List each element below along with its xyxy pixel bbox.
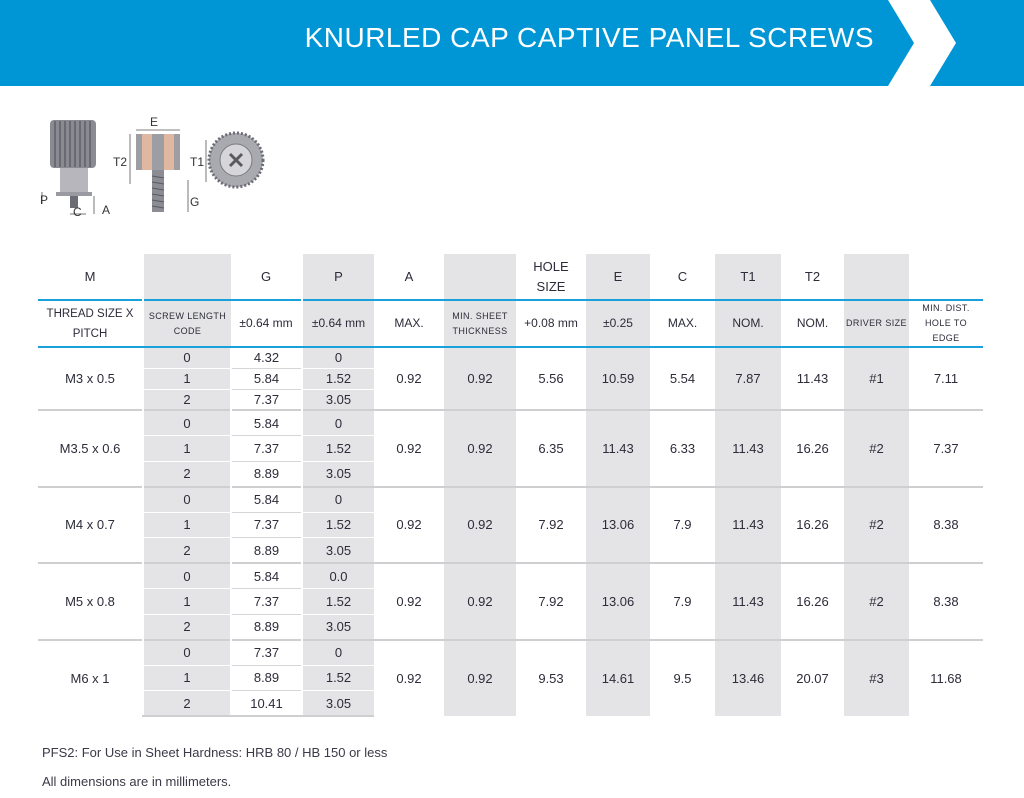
e-cell: 13.06 [586, 563, 650, 640]
g-value-cell: 7.37 [231, 589, 302, 615]
length-code-cell: 0 [143, 563, 231, 589]
length-code-cell: 2 [143, 389, 231, 410]
thread-size-cell: M3 x 0.5 [38, 347, 143, 410]
page-title: KNURLED CAP CAPTIVE PANEL SCREWS [304, 22, 874, 53]
hdr-top [143, 254, 231, 300]
e-cell: 11.43 [586, 410, 650, 487]
g-value-cell: 8.89 [231, 614, 302, 640]
driver-cell: #3 [844, 640, 909, 717]
a-cell: 0.92 [374, 563, 444, 640]
p-value-cell: 1.52 [302, 436, 374, 462]
g-value-cell: 5.84 [231, 563, 302, 589]
edge-cell: 8.38 [909, 563, 983, 640]
hdr-top: M [84, 269, 96, 284]
g-value-cell: 5.84 [231, 368, 302, 389]
length-code-cell: 1 [143, 665, 231, 691]
edge-cell: 11.68 [909, 640, 983, 717]
label-t1: T1 [190, 155, 205, 169]
g-value-cell: 8.89 [231, 538, 302, 564]
hdr-top [444, 254, 516, 300]
hdr-sub: +0.08 mm [516, 300, 586, 347]
length-code-cell: 1 [143, 368, 231, 389]
hdr-sub: ±0.64 mm [231, 300, 302, 347]
t1-cell: 11.43 [715, 563, 781, 640]
e-cell: 14.61 [586, 640, 650, 717]
driver-cell: #2 [844, 487, 909, 564]
label-t2: T2 [113, 155, 128, 169]
p-value-cell: 1.52 [302, 512, 374, 538]
min-sheet-cell: 0.92 [444, 487, 516, 564]
a-cell: 0.92 [374, 410, 444, 487]
hole-cell: 6.35 [516, 410, 586, 487]
p-value-cell: 3.05 [302, 461, 374, 487]
length-code-cell: 1 [143, 589, 231, 615]
p-value-cell: 3.05 [302, 614, 374, 640]
hdr-top: HOLE SIZE [533, 258, 569, 294]
p-value-cell: 0 [302, 640, 374, 666]
table-row [38, 410, 983, 436]
spec-table [38, 254, 983, 717]
t1-cell: 11.43 [715, 487, 781, 564]
p-value-cell: 0 [302, 347, 374, 368]
edge-cell: 7.11 [909, 347, 983, 410]
t1-cell: 13.46 [715, 640, 781, 717]
length-code-cell: 2 [143, 538, 231, 564]
screw-section-view-icon [130, 130, 188, 212]
screw-diagram [36, 112, 276, 222]
hdr-top: E [586, 254, 650, 300]
hdr-sub: MAX. [650, 300, 715, 347]
g-value-cell: 5.84 [231, 487, 302, 513]
length-code-cell: 1 [143, 512, 231, 538]
c-cell: 5.54 [650, 347, 715, 410]
edge-cell: 8.38 [909, 487, 983, 564]
length-code-cell: 2 [143, 461, 231, 487]
t2-cell: 20.07 [781, 640, 844, 717]
hdr-sub: NOM. [715, 300, 781, 347]
c-cell: 9.5 [650, 640, 715, 717]
table-row [38, 563, 983, 589]
thread-size-cell: M4 x 0.7 [38, 487, 143, 564]
hdr-top: T2 [804, 269, 821, 284]
driver-cell: #1 [844, 347, 909, 410]
a-cell: 0.92 [374, 487, 444, 564]
hdr-top: G [260, 269, 272, 284]
hole-cell: 7.92 [516, 563, 586, 640]
g-value-cell: 7.37 [231, 640, 302, 666]
hole-cell: 9.53 [516, 640, 586, 717]
g-value-cell: 7.37 [231, 389, 302, 410]
length-code-cell: 0 [143, 640, 231, 666]
p-value-cell: 3.05 [302, 389, 374, 410]
thread-size-cell: M3.5 x 0.6 [38, 410, 143, 487]
t2-cell: 16.26 [781, 410, 844, 487]
hdr-top: C [677, 269, 688, 284]
footnote-hardness: PFS2: For Use in Sheet Hardness: HRB 80 / HB 150 or less [42, 745, 388, 760]
g-value-cell: 5.84 [231, 410, 302, 436]
title-banner [0, 0, 1024, 86]
hdr-top [844, 254, 909, 300]
p-value-cell: 3.05 [302, 691, 374, 717]
footnote-units: All dimensions are in millimeters. [42, 774, 232, 789]
hole-cell: 7.92 [516, 487, 586, 564]
a-cell: 0.92 [374, 347, 444, 410]
screw-top-view-icon [206, 133, 263, 187]
a-cell: 0.92 [374, 640, 444, 717]
min-sheet-cell: 0.92 [444, 347, 516, 410]
p-value-cell: 0.0 [302, 563, 374, 589]
min-sheet-cell: 0.92 [444, 640, 516, 717]
hdr-top: A [404, 269, 414, 284]
driver-cell: #2 [844, 563, 909, 640]
length-code-cell: 2 [143, 691, 231, 717]
g-value-cell: 7.37 [231, 436, 302, 462]
table-row [38, 347, 983, 368]
t1-cell: 7.87 [715, 347, 781, 410]
table-row [38, 487, 983, 513]
p-value-cell: 1.52 [302, 665, 374, 691]
c-cell: 6.33 [650, 410, 715, 487]
g-value-cell: 4.32 [231, 347, 302, 368]
hdr-sub: SCREW LENGTH CODE [143, 300, 231, 347]
label-e: E [150, 115, 159, 129]
hdr-sub: ±0.25 [586, 300, 650, 347]
thread-size-cell: M5 x 0.8 [38, 563, 143, 640]
hdr-top: T1 [715, 254, 781, 300]
hdr-sub: NOM. [781, 300, 844, 347]
t2-cell: 16.26 [781, 487, 844, 564]
p-value-cell: 0 [302, 410, 374, 436]
header-row-top [38, 254, 983, 300]
screw-side-view-icon [50, 120, 96, 208]
label-a: A [102, 203, 111, 217]
hdr-top: P [302, 254, 374, 300]
t2-cell: 16.26 [781, 563, 844, 640]
hdr-sub: ±0.64 mm [302, 300, 374, 347]
hdr-sub: MIN. SHEET THICKNESS [444, 300, 516, 347]
g-value-cell: 10.41 [231, 691, 302, 717]
label-c: C [73, 205, 82, 219]
length-code-cell: 1 [143, 436, 231, 462]
table-row [38, 640, 983, 666]
length-code-cell: 0 [143, 487, 231, 513]
thread-size-cell: M6 x 1 [38, 640, 143, 717]
length-code-cell: 0 [143, 410, 231, 436]
c-cell: 7.9 [650, 563, 715, 640]
hdr-top [909, 254, 983, 300]
hdr-sub: THREAD SIZE X PITCH [38, 300, 143, 347]
e-cell: 10.59 [586, 347, 650, 410]
e-cell: 13.06 [586, 487, 650, 564]
footnotes [42, 744, 387, 798]
p-value-cell: 1.52 [302, 368, 374, 389]
p-value-cell: 0 [302, 487, 374, 513]
p-value-cell: 1.52 [302, 589, 374, 615]
g-value-cell: 7.37 [231, 512, 302, 538]
hdr-sub: MIN. DIST. HOLE TO EDGE [909, 300, 983, 347]
label-g: G [190, 195, 200, 209]
t1-cell: 11.43 [715, 410, 781, 487]
length-code-cell: 2 [143, 614, 231, 640]
hole-cell: 5.56 [516, 347, 586, 410]
min-sheet-cell: 0.92 [444, 410, 516, 487]
g-value-cell: 8.89 [231, 461, 302, 487]
hdr-sub: DRIVER SIZE [844, 300, 909, 347]
edge-cell: 7.37 [909, 410, 983, 487]
c-cell: 7.9 [650, 487, 715, 564]
label-p: P [40, 193, 49, 207]
p-value-cell: 3.05 [302, 538, 374, 564]
g-value-cell: 8.89 [231, 665, 302, 691]
length-code-cell: 0 [143, 347, 231, 368]
min-sheet-cell: 0.92 [444, 563, 516, 640]
driver-cell: #2 [844, 410, 909, 487]
t2-cell: 11.43 [781, 347, 844, 410]
hdr-sub: MAX. [374, 300, 444, 347]
header-row-sub [38, 300, 983, 347]
